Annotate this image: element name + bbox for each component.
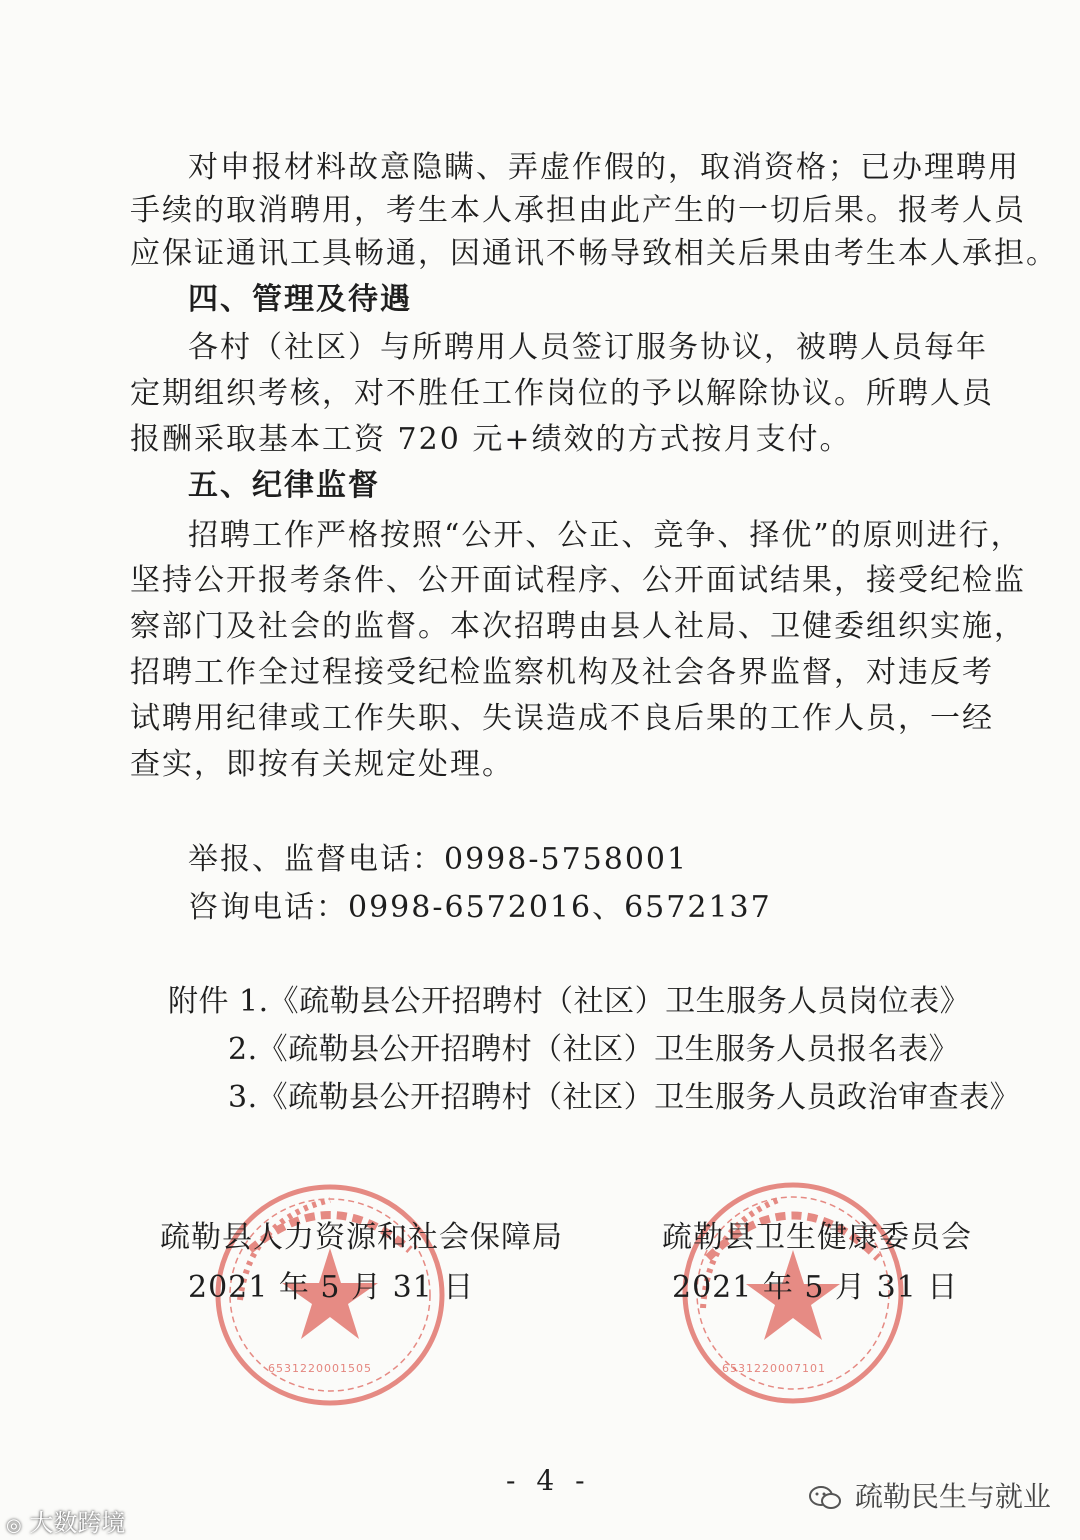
- paragraph-line: 招聘工作严格按照“公开、公正、竞争、择优”的原则进行，: [188, 518, 1023, 553]
- watermark-bottom-left: [6, 1503, 125, 1538]
- watermark-bottom-right: [808, 1475, 1051, 1515]
- consult-phone: 咨询电话：0998-6572016、6572137: [188, 890, 772, 925]
- paragraph-line: 招聘工作全过程接受纪检监察机构及社会各界监督，对违反考: [130, 655, 994, 690]
- paragraph-line: 手续的取消聘用，考生本人承担由此产生的一切后果。报考人员: [130, 193, 1026, 228]
- watermark-bottom-right-text: 疏勒民生与就业: [854, 1480, 1051, 1513]
- right-seal-number: 6531220007101: [722, 1362, 826, 1375]
- left-seal-number: 6531220001505: [268, 1362, 372, 1375]
- right-issuer: 疏勒县卫生健康委员会: [662, 1220, 972, 1255]
- paragraph-line: 应保证通讯工具畅通，因通讯不畅导致相关后果由考生本人承担。: [130, 236, 1058, 271]
- attachment-item: 附件 1.《疏勒县公开招聘村（社区）卫生服务人员岗位表》: [168, 984, 971, 1019]
- left-issuer: 疏勒县人力资源和社会保障局: [160, 1220, 563, 1255]
- wechat-icon: [808, 1485, 842, 1511]
- paragraph-line: 定期组织考核，对不胜任工作岗位的予以解除协议。所聘人员: [130, 376, 994, 411]
- paragraph-line: 查实，即按有关规定处理。: [130, 747, 514, 782]
- page-number: - 4 -: [506, 1464, 591, 1497]
- watermark-bottom-left-text: 大数跨境: [29, 1509, 126, 1537]
- left-date: 2021 年 5 月 31 日: [188, 1270, 475, 1305]
- paragraph-line: 各村（社区）与所聘用人员签订服务协议，被聘人员每年: [188, 330, 988, 365]
- watermark-logo-icon: ◎: [6, 1515, 22, 1536]
- attachment-item: 3.《疏勒县公开招聘村（社区）卫生服务人员政治审查表》: [228, 1080, 1021, 1115]
- paragraph-line: 试聘用纪律或工作失职、失误造成不良后果的工作人员，一经: [130, 701, 994, 736]
- paragraph-line: 坚持公开报考条件、公开面试程序、公开面试结果，接受纪检监: [130, 563, 1026, 598]
- attachment-item: 2.《疏勒县公开招聘村（社区）卫生服务人员报名表》: [228, 1032, 960, 1067]
- section-heading-management: 四、管理及待遇: [188, 282, 412, 317]
- right-date: 2021 年 5 月 31 日: [672, 1270, 959, 1305]
- section-heading-discipline: 五、纪律监督: [188, 468, 380, 503]
- report-phone: 举报、监督电话：0998-5758001: [188, 842, 689, 877]
- paragraph-line: 对申报材料故意隐瞒、弄虚作假的，取消资格；已办理聘用: [188, 150, 1020, 185]
- paragraph-line: 察部门及社会的监督。本次招聘由县人社局、卫健委组织实施，: [130, 609, 1026, 644]
- paragraph-line: 报酬采取基本工资 720 元+绩效的方式按月支付。: [130, 422, 852, 457]
